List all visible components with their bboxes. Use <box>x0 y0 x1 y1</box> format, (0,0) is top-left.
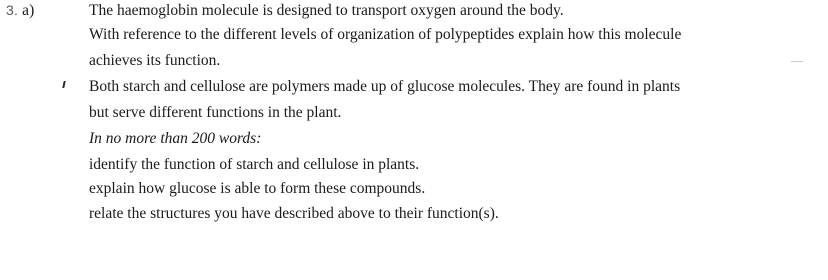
question-number <box>6 2 35 20</box>
question-line-5: but serve different functions in the plant. <box>89 104 342 121</box>
task-relate: relate the structures you have described above to their function(s). <box>89 205 499 222</box>
question-number-label: 3. <box>6 2 19 18</box>
task-identify: identify the function of starch and cellulose in plants. <box>89 156 420 173</box>
stray-mark <box>791 61 803 62</box>
task-explain: explain how glucose is able to form these compounds. <box>89 180 426 197</box>
bullet-mark <box>62 81 65 88</box>
question-line-4: Both starch and cellulose are polymers made up of glucose molecules. They are found in plants <box>89 78 681 95</box>
question-part-label: a) <box>22 2 35 19</box>
question-line-3: achieves its function. <box>89 52 221 69</box>
question-line-2: With reference to the different levels of organization of polypeptides explain how this molecule <box>89 26 682 43</box>
instruction-line: In no more than 200 words: <box>89 130 262 147</box>
question-line-1: The haemoglobin molecule is designed to transport oxygen around the body. <box>89 2 564 19</box>
